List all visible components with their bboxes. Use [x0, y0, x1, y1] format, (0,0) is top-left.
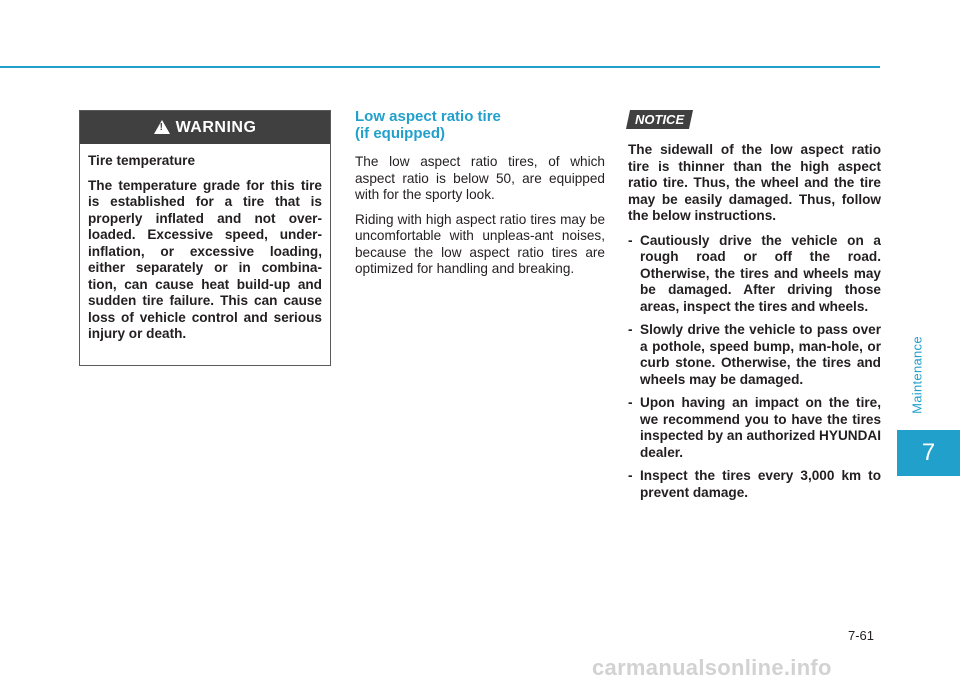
- notice-intro: The sidewall of the low aspect ratio tire is thinner than the high aspect ratio tire. Thus, the wheel and the tire may be easily damaged. Thus, follow the below instructions.: [628, 142, 881, 223]
- watermark: carmanualsonline.info: [592, 655, 832, 680]
- notice-badge: [626, 110, 693, 129]
- section-heading: [355, 108, 605, 142]
- page-number: 7-61: [848, 628, 875, 643]
- section-heading-line1: Low aspect ratio tire: [355, 108, 501, 125]
- top-divider: [0, 66, 880, 68]
- warning-label: WARNING: [175, 118, 257, 136]
- notice-badge-label: NOTICE: [635, 112, 685, 127]
- notice-list: [628, 233, 881, 502]
- section-low-aspect-ratio: [355, 108, 605, 286]
- notice-section: [628, 110, 881, 508]
- warning-header: [80, 111, 330, 144]
- section-heading-line2: (if equipped): [355, 125, 445, 142]
- section-paragraph: Riding with high aspect ratio tires may be uncomfortable with unpleas-ant noises, because the low aspect ratio tires are optimized for handling and breaking.: [355, 211, 605, 276]
- chapter-title: Maintenance: [909, 336, 925, 414]
- notice-list-item: - Slowly drive the vehicle to pass over a pothole, speed bump, man-hole, or curb stone. Otherwise, the tires and wheels may be damaged.: [628, 322, 881, 388]
- section-paragraph: The low aspect ratio tires, of which aspect ratio is below 50, are equipped with for the sporty look.: [355, 154, 605, 202]
- warning-text: The temperature grade for this tire is established for a tire that is properly inflated and not over-loaded. Excessive speed, under-inflation, or excessive loading, either separately or in combina-tion, can cause heat build-up and sudden tire failure. This can cause loss of vehicle control and serious injury or death.: [88, 177, 322, 341]
- notice-list-item: - Upon having an impact on the tire, we recommend you to have the tires inspected by an authorized HYUNDAI dealer.: [628, 395, 881, 461]
- chapter-side-label: [907, 320, 927, 430]
- notice-list-item: - Cautiously drive the vehicle on a rough road or off the road. Otherwise, the tires and wheels may be damaged. After driving those areas, inspect the tires and wheels.: [628, 233, 881, 316]
- warning-title: Tire temperature: [88, 153, 196, 168]
- warning-box: [79, 110, 331, 366]
- notice-body: [628, 142, 881, 501]
- notice-list-item: - Inspect the tires every 3,000 km to prevent damage.: [628, 468, 881, 501]
- chapter-number-tab: 7: [897, 430, 960, 476]
- warning-body: [80, 144, 330, 343]
- warning-triangle-icon: !: [154, 120, 170, 134]
